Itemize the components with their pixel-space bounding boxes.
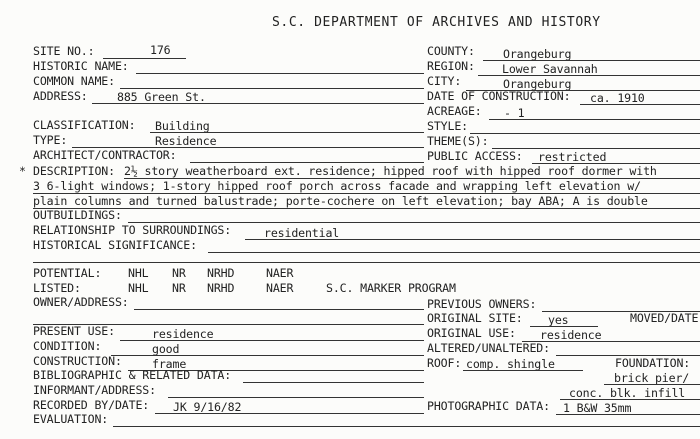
county-line <box>483 60 700 61</box>
marker-program-label: S.C. MARKER PROGRAM <box>326 281 456 295</box>
city-label: CITY: <box>427 74 462 88</box>
previous-owners-label: PREVIOUS OWNERS: <box>427 297 537 311</box>
relationship-value: residential <box>264 226 340 240</box>
address-value: 885 Green St. <box>117 90 206 104</box>
significance-line <box>208 252 700 253</box>
architect-line <box>190 162 424 163</box>
condition-label: CONDITION: <box>33 339 102 353</box>
description-underline-2 <box>33 193 700 194</box>
foundation-line-2 <box>560 399 700 400</box>
listed-nrhd: NRHD <box>207 281 235 295</box>
site-no-label: SITE NO.: <box>33 44 95 58</box>
description-label: DESCRIPTION: <box>33 164 115 178</box>
description-line-1: 2½ story weatherboard ext. residence; hipped roof with hipped roof dormer with <box>124 164 657 178</box>
construction-value: frame <box>152 357 187 371</box>
county-label: COUNTY: <box>427 44 475 58</box>
roof-value: comp. shingle <box>466 357 555 371</box>
region-value: Lower Savannah <box>502 62 598 76</box>
themes-line <box>492 148 700 149</box>
potential-label: POTENTIAL: <box>33 266 102 280</box>
present-use-line <box>120 340 424 341</box>
listed-naer: NAER <box>266 281 294 295</box>
acreage-label: ACREAGE: <box>427 104 482 118</box>
listed-label: LISTED: <box>33 281 81 295</box>
relationship-label: RELATIONSHIP TO SURROUNDINGS: <box>33 223 232 237</box>
themes-label: THEME(S): <box>427 134 489 148</box>
original-use-label: ORIGINAL USE: <box>427 326 516 340</box>
style-label: STYLE: <box>427 119 468 133</box>
original-site-line <box>530 326 598 327</box>
bibliographic-line <box>243 382 424 383</box>
potential-nhl: NHL <box>128 266 149 280</box>
historic-name-line <box>136 73 424 74</box>
relationship-line <box>245 239 700 240</box>
evaluation-label: EVALUATION: <box>33 412 109 426</box>
date-label: DATE OF CONSTRUCTION: <box>427 89 571 103</box>
photographic-line <box>556 414 700 415</box>
foundation-label: FOUNDATION: <box>615 356 691 370</box>
significance-label: HISTORICAL SIGNIFICANCE: <box>33 238 197 252</box>
outbuildings-label: OUTBUILDINGS: <box>33 208 122 222</box>
description-underline-3 <box>33 208 700 209</box>
style-line <box>470 133 700 134</box>
section-divider <box>33 262 700 263</box>
original-site-value: yes <box>548 313 569 327</box>
photographic-value: 1 B&W 35mm <box>563 401 632 415</box>
common-name-line <box>120 88 424 89</box>
type-label: TYPE: <box>33 133 68 147</box>
date-value: ca. 1910 <box>590 91 645 105</box>
informant-label: INFORMANT/ADDRESS: <box>33 383 156 397</box>
historic-name-label: HISTORIC NAME: <box>33 59 129 73</box>
potential-nrhd: NRHD <box>207 266 235 280</box>
recorded-value: JK 9/16/82 <box>173 400 242 414</box>
description-underline-1 <box>124 178 700 179</box>
region-label: REGION: <box>427 59 475 73</box>
description-marker: * <box>19 164 26 178</box>
public-access-label: PUBLIC ACCESS: <box>427 149 523 163</box>
potential-naer: NAER <box>266 266 294 280</box>
condition-line <box>111 355 424 356</box>
classification-value: Building <box>155 119 210 133</box>
address-line <box>92 103 424 104</box>
date-line <box>580 104 700 105</box>
present-use-label: PRESENT USE: <box>33 324 115 338</box>
bibliographic-label: BIBLIOGRAPHIC & RELATED DATA: <box>33 368 232 382</box>
foundation-line-1 <box>604 384 700 385</box>
roof-label: ROOF: <box>427 356 462 370</box>
foundation-value-1: brick pier/ <box>614 371 690 385</box>
page-title: S.C. DEPARTMENT OF ARCHIVES AND HISTORY <box>272 15 601 30</box>
site-no-value: 176 <box>150 43 171 57</box>
condition-value: good <box>152 342 180 356</box>
informant-line <box>168 397 424 398</box>
acreage-value: - 1 <box>504 106 525 120</box>
present-use-value: residence <box>152 327 214 341</box>
recorded-line <box>155 413 424 414</box>
county-value: Orangeburg <box>503 47 572 61</box>
type-value: Residence <box>155 134 217 148</box>
classification-label: CLASSIFICATION: <box>33 118 136 132</box>
architect-label: ARCHITECT/CONTRACTOR: <box>33 148 177 162</box>
city-value: Orangeburg <box>503 77 572 91</box>
construction-label: CONSTRUCTION: <box>33 354 122 368</box>
description-line-3: plain columns and turned balustrade; porte-cochere on left elevation; bay ABA; A is double <box>33 194 648 208</box>
altered-label: ALTERED/UNALTERED: <box>427 341 550 355</box>
owner-line <box>134 309 424 310</box>
photographic-label: PHOTOGRAPHIC DATA: <box>427 399 550 413</box>
classification-line <box>150 132 424 133</box>
original-use-value: residence <box>540 328 602 342</box>
region-line <box>478 75 700 76</box>
original-site-label: ORIGINAL SITE: <box>427 311 523 325</box>
owner-label: OWNER/ADDRESS: <box>33 295 129 309</box>
description-line-2: 3 6-light windows; 1-story hipped roof porch across facade and wrapping left elevation w/ <box>33 179 641 193</box>
public-access-value: restricted <box>538 150 607 164</box>
foundation-value-2: conc. blk. infill <box>569 386 686 400</box>
common-name-label: COMMON NAME: <box>33 74 115 88</box>
listed-nr: NR <box>172 281 186 295</box>
listed-nhl: NHL <box>128 281 149 295</box>
recorded-label: RECORDED BY/DATE: <box>33 398 150 412</box>
moved-date-label: MOVED/DATE <box>630 311 699 325</box>
address-label: ADDRESS: <box>33 89 88 103</box>
acreage-line <box>489 119 700 120</box>
potential-nr: NR <box>172 266 186 280</box>
evaluation-line <box>113 426 700 427</box>
roof-line <box>463 370 583 371</box>
